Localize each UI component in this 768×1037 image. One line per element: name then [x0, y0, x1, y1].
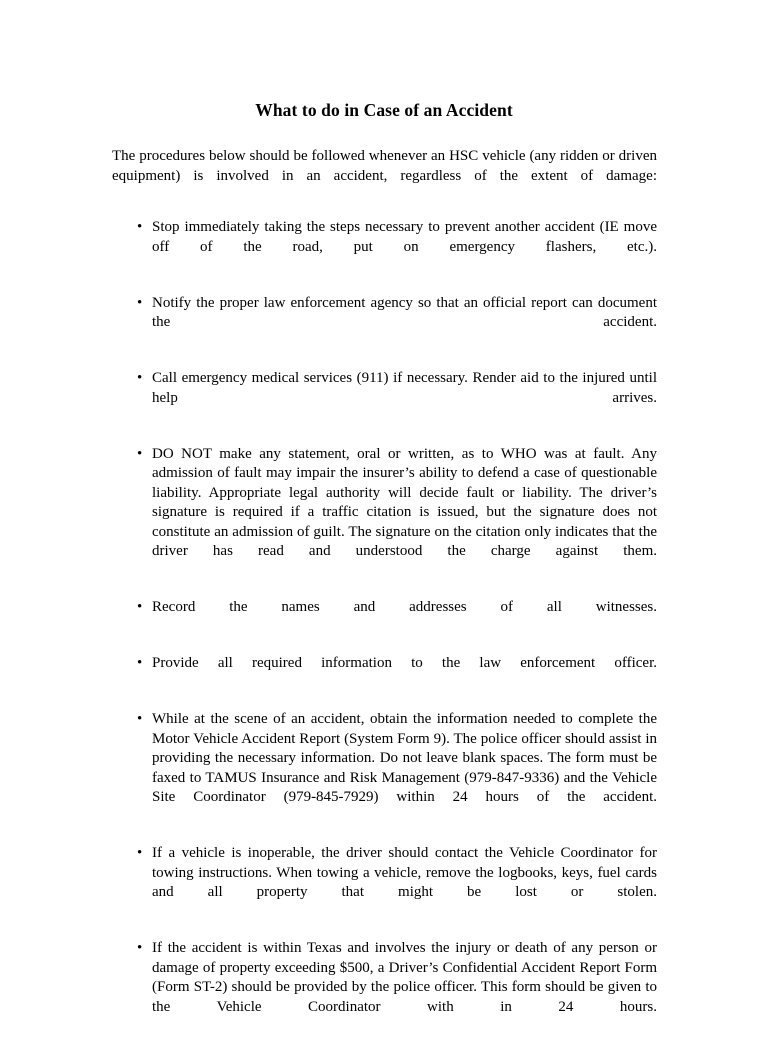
bullet-icon: •	[137, 711, 143, 727]
document-body	[112, 146, 657, 1037]
list-item-text: Stop immediately taking the steps necessary to prevent another accident (IE move off of the road, put on emergency flashers, etc.).	[152, 219, 657, 255]
list-item-text: DO NOT make any statement, oral or written, as to WHO was at fault. Any admission of fault may impair the insurer’s ability to defend a case of questionable liability. Appropriate legal authority will decide fault or liability. The driver’s signature is required if a traffic citation is issued, but the signature does not constitute an admission of guilt. The signature on the citation only indicates that the driver has read and understood the charge against them.	[152, 445, 657, 559]
bullet-icon: •	[137, 294, 143, 311]
list-item	[112, 939, 657, 1037]
list-item-text: Provide all required information to the law enforcement officer.	[152, 655, 657, 671]
bullet-icon: •	[137, 845, 143, 861]
list-item-text: If the accident is within Texas and involves the injury or death of any person or damage of property exceeding $500, a Driver’s Confidential Accident Report Form (Form ST-2) should be provided by the police officer. This form should be given to the Vehicle Coordinator with in 24 hours.	[152, 940, 657, 1015]
page-title: What to do in Case of an Accident	[255, 99, 513, 120]
list-item	[112, 445, 657, 582]
bullet-icon: •	[137, 445, 143, 462]
list-item	[112, 218, 657, 277]
procedure-list	[112, 218, 657, 1037]
bullet-icon: •	[137, 940, 143, 956]
list-item	[112, 369, 657, 428]
bullet-icon: •	[137, 219, 143, 235]
list-item	[112, 294, 657, 353]
list-item	[112, 654, 657, 693]
list-item	[112, 844, 657, 922]
bullet-icon: •	[137, 599, 143, 615]
list-item-text: If a vehicle is inoperable, the driver should contact the Vehicle Coordinator for towing instructions. When towing a vehicle, remove the logbooks, keys, fuel cards and all property that might be lost or stolen.	[152, 845, 657, 900]
list-item-text: While at the scene of an accident, obtain the information needed to complete the Motor Vehicle Accident Report (System Form 9). The police officer should assist in providing the necessary information. Do not leave blank spaces. The form must be faxed to TAMUS Insurance and Risk Management (979-847-9336) and the Vehicle Site Coordinator (979-845-7929) within 24 hours of the accident.	[152, 711, 657, 805]
list-item	[112, 710, 657, 827]
list-item-text: Call emergency medical services (911) if necessary. Render aid to the injured until help arrives.	[152, 370, 657, 406]
bullet-icon: •	[137, 370, 143, 386]
intro-paragraph: The procedures below should be followed whenever an HSC vehicle (any ridden or driven equipment) is involved in an accident, regardless of the extent of damage:	[112, 148, 657, 184]
bullet-icon: •	[137, 655, 143, 671]
list-item-text: Record the names and addresses of all witnesses.	[152, 599, 657, 615]
list-item-text: Notify the proper law enforcement agency so that an official report can document the accident.	[152, 294, 657, 330]
list-item	[112, 598, 657, 637]
